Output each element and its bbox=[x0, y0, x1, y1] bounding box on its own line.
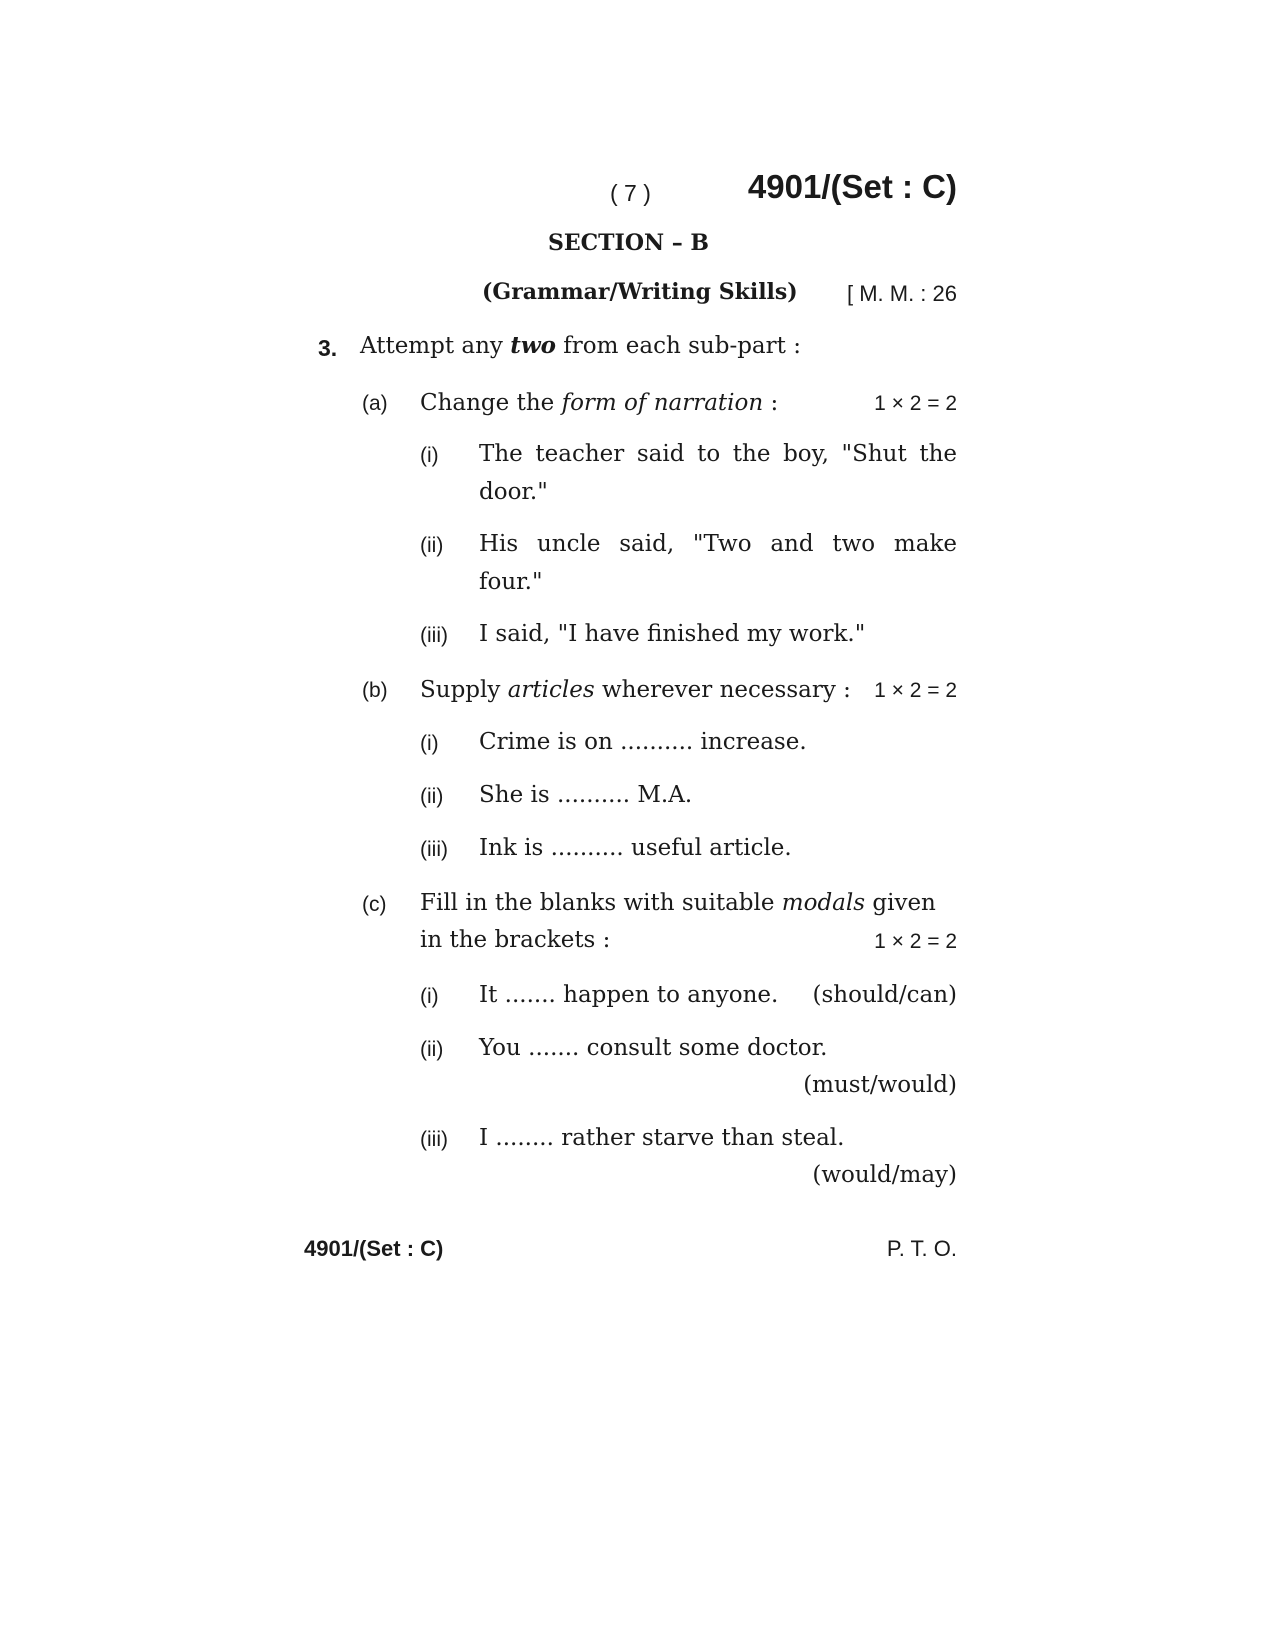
paper-code: 4901/(Set : C) bbox=[747, 168, 957, 205]
part-c-instruction bbox=[420, 884, 936, 922]
part-c-item-2-options: (must/would) bbox=[803, 1072, 957, 1098]
part-a-item-2-label: (ii) bbox=[420, 534, 444, 557]
part-a-instr-after: : bbox=[763, 390, 779, 416]
part-b-item-2-text: She is .......... M.A. bbox=[479, 782, 693, 808]
part-b-item-3-text: Ink is .......... useful article. bbox=[479, 835, 792, 861]
part-c-item-3-label: (iii) bbox=[420, 1128, 448, 1151]
part-a-item-3-label: (iii) bbox=[420, 624, 448, 647]
part-b-item-1-text: Crime is on .......... increase. bbox=[479, 729, 807, 755]
part-b-item-1-label: (i) bbox=[420, 732, 439, 755]
part-b-label: (b) bbox=[362, 679, 388, 702]
max-marks: [ M. M. : 26 bbox=[846, 281, 957, 306]
part-a-instruction bbox=[420, 384, 778, 422]
part-b-instr-after: wherever necessary : bbox=[594, 677, 851, 703]
question-number: 3. bbox=[318, 335, 338, 361]
prompt-text-after: from each sub-part : bbox=[555, 333, 801, 359]
part-a-instr-italic: form of narration bbox=[561, 390, 764, 416]
part-a-item-1-text: The teacher said to the boy, "Shut the door." bbox=[479, 441, 957, 505]
question-prompt bbox=[360, 327, 801, 365]
section-subtitle: (Grammar/Writing Skills) bbox=[482, 279, 798, 305]
part-b-instruction bbox=[420, 671, 851, 709]
prompt-emphasis: two bbox=[510, 332, 556, 359]
part-c-instr-after: given bbox=[865, 890, 936, 916]
part-a-item-3-text: I said, "I have finished my work." bbox=[479, 621, 866, 647]
part-a-instr-before: Change the bbox=[420, 390, 562, 416]
prompt-text-before: Attempt any bbox=[360, 333, 511, 359]
part-b-marks: 1 × 2 = 2 bbox=[874, 679, 957, 702]
part-c-instr-before: Fill in the blanks with suitable bbox=[420, 890, 782, 916]
part-c-item-1-options: (should/can) bbox=[812, 982, 957, 1008]
part-c-item-2-text: You ....... consult some doctor. bbox=[479, 1035, 828, 1061]
part-b-item-2-label: (ii) bbox=[420, 785, 444, 808]
part-b-item-3-label: (iii) bbox=[420, 838, 448, 861]
part-a-item-1-label: (i) bbox=[420, 444, 439, 467]
part-c-label: (c) bbox=[362, 893, 387, 916]
part-c-item-3-text: I ........ rather starve than steal. bbox=[479, 1125, 845, 1151]
part-b-instr-before: Supply bbox=[420, 677, 508, 703]
footer-paper-code: 4901/(Set : C) bbox=[304, 1236, 444, 1261]
part-a-marks: 1 × 2 = 2 bbox=[874, 392, 957, 415]
part-c-instr-italic: modals bbox=[781, 890, 866, 916]
part-c-item-1-text: It ....... happen to anyone. bbox=[479, 982, 779, 1008]
page-number: ( 7 ) bbox=[610, 180, 651, 206]
part-c-marks: 1 × 2 = 2 bbox=[874, 930, 957, 953]
part-c-instruction-line2: in the brackets : bbox=[420, 927, 611, 953]
part-a-label: (a) bbox=[362, 392, 388, 415]
section-title: SECTION – B bbox=[548, 230, 710, 256]
footer-pto: P. T. O. bbox=[886, 1236, 957, 1261]
part-a-item-2-text: His uncle said, "Two and two make four." bbox=[479, 531, 957, 595]
part-c-item-1-label: (i) bbox=[420, 985, 439, 1008]
part-b-instr-italic: articles bbox=[507, 677, 595, 703]
part-c-item-3-options: (would/may) bbox=[812, 1162, 957, 1188]
part-c-item-2-label: (ii) bbox=[420, 1038, 444, 1061]
